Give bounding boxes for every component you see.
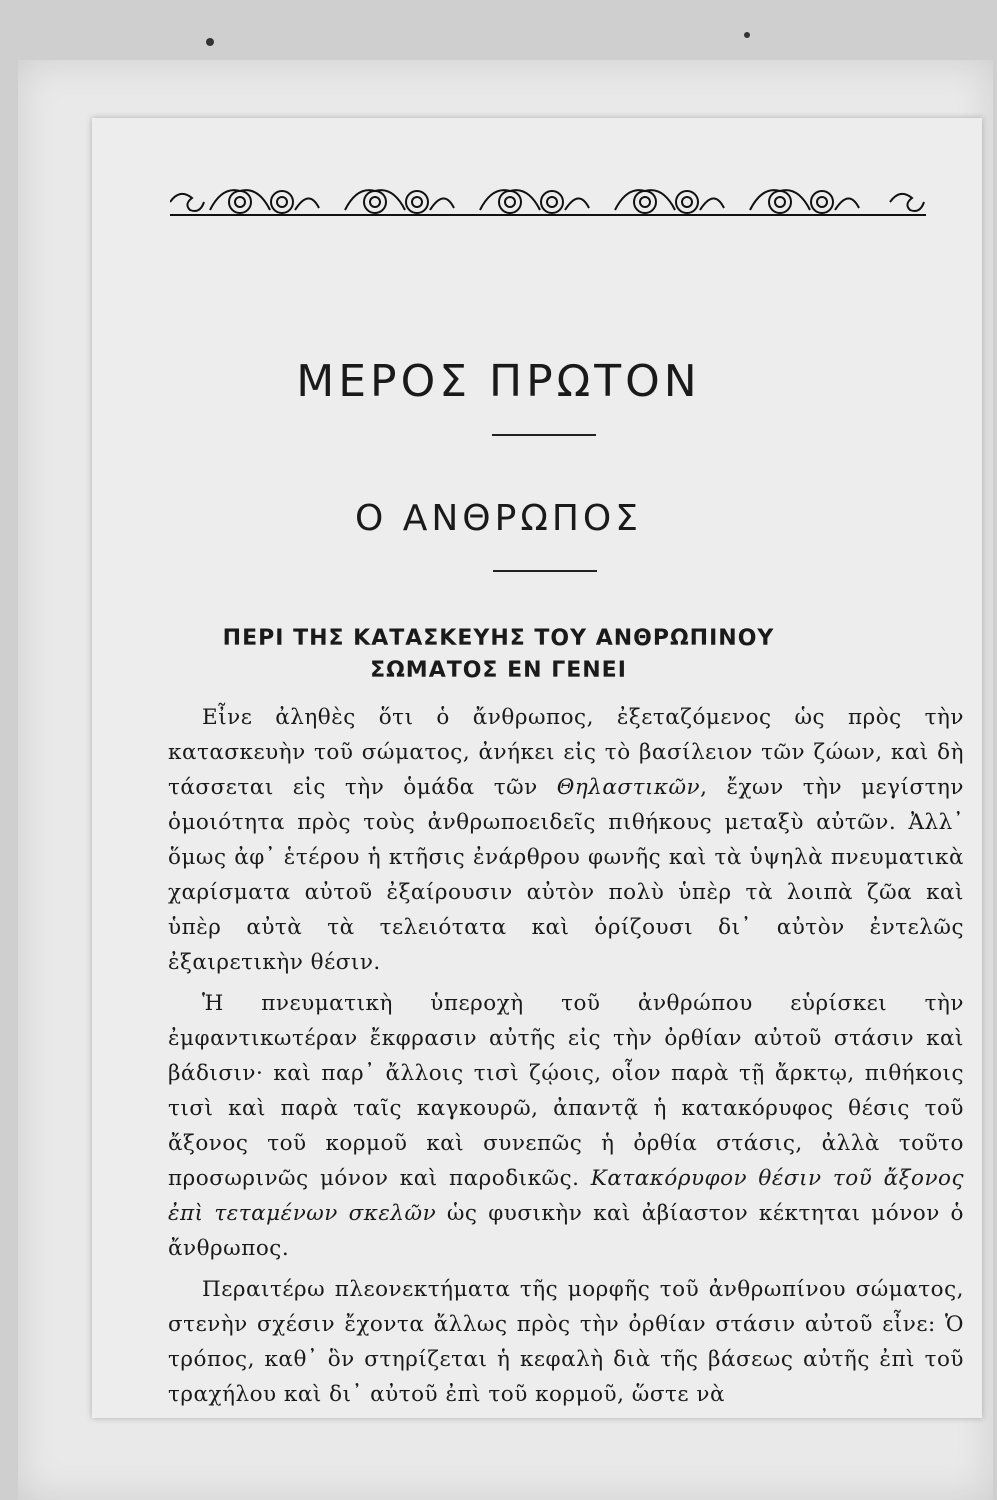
subtitle-rule <box>493 570 597 572</box>
section-heading-line2: ΣΩΜΑΤΟΣ ΕΝ ΓΕΝΕΙ <box>370 658 627 683</box>
paragraph-1 <box>168 700 964 980</box>
part-title: ΜΕΡΟΣ ΠΡΩΤΟΝ <box>296 356 701 407</box>
body-text <box>168 700 964 1418</box>
paragraph-2-text-cont: ὡς φυσικὴν καὶ ἀβίαστον κέκτηται μόνον ὁ ἄνθρωπος. <box>168 1201 964 1261</box>
paragraph-1-text-cont: , ἔχων τὴν μεγίστην ὁμοιότητα πρὸς τοὺς ἀνθρωποειδεῖς πιθήκους μεταξὺ αὐτῶν. Ἀλλ᾽ ὅμως ἀφ᾽ ἑτέρου ἡ κτῆσις ἐνάρθρου φωνῆς καὶ τὰ ὑψηλὰ πνευματικὰ χαρίσματα αὐτοῦ ἐξαίρουσιν αὐτὸν πολὺ ὑπὲρ τὰ λοιπὰ ζῶα καὶ ὑπὲρ αὐτὰ τὰ τελειότατα καὶ ὁρίζουσι δι᾽ αὐτὸν ἐντελῶς ἐξαιρετικὴν θέσιν. <box>168 775 964 975</box>
paragraph-2-text: Ἡ πνευματικὴ ὑπεροχὴ τοῦ ἀνθρώπου εὑρίσκει τὴν ἐμφαντικωτέραν ἔκφρασιν αὐτῆς εἰς τὴν ὀρθίαν αὐτοῦ στάσιν καὶ βάδισιν· καὶ παρ᾽ ἄλλοις τισὶ ζῴοις, οἷον παρὰ τῇ ἄρκτῳ, πιθήκοις τισὶ καὶ παρὰ ταῖς καγκουρῶ, ἀπαντᾷ ἡ κατακόρυφος θέσις τοῦ ἄξονος τοῦ κορμοῦ καὶ συνεπῶς ἡ ὀρθία στάσις, ἀλλὰ τοῦτο προσωρινῶς μόνον καὶ παροδικῶς. <box>168 991 964 1191</box>
paragraph-3: Περαιτέρω πλεονεκτήματα τῆς μορφῆς τοῦ ἀνθρωπίνου σώματος, στενὴν σχέσιν ἔχοντα ἄλλως πρὸς τὴν ὀρθίαν στάσιν αὐτοῦ εἶνε: Ὁ τρόπος, καθ᾽ ὃν στηρίζεται ἡ κεφαλὴ διὰ τῆς βάσεως αὐτῆς ἐπὶ τοῦ τραχήλου καὶ δι᾽ αὐτοῦ ἐπὶ τοῦ κορμοῦ, ὥστε νὰ <box>168 1277 964 1407</box>
ink-speck <box>206 38 214 46</box>
paragraph-2 <box>168 986 964 1266</box>
ink-speck <box>744 32 750 38</box>
paragraph-1-emphasis: Θηλαστικῶν <box>556 775 701 800</box>
section-heading-line1: ΠΕΡΙ ΤΗΣ ΚΑΤΑΣΚΕΥΗΣ ΤΟΥ ΑΝΘΡΩΠΙΝΟΥ <box>222 626 775 651</box>
paragraph-1-text: Εἶνε ἀληθὲς ὅτι ὁ ἄνθρωπος, ἐξεταζόμενος ὡς πρὸς τὴν κατασκευὴν τοῦ σώματος, ἀνήκει εἰς τὸ βασίλειον τῶν ζώων, καὶ δὴ τάσσεται εἰς τὴν ὁμάδα τῶν <box>168 705 964 800</box>
ornament-underline <box>170 214 926 216</box>
chapter-title: Ο ΑΝΘΡΩΠΟΣ <box>354 498 643 539</box>
title-rule <box>492 434 596 436</box>
paragraph-2-emphasis: Κατακόρυφον θέσιν τοῦ ἄξονος ἐπὶ τεταμένων σκελῶν <box>168 1166 964 1226</box>
